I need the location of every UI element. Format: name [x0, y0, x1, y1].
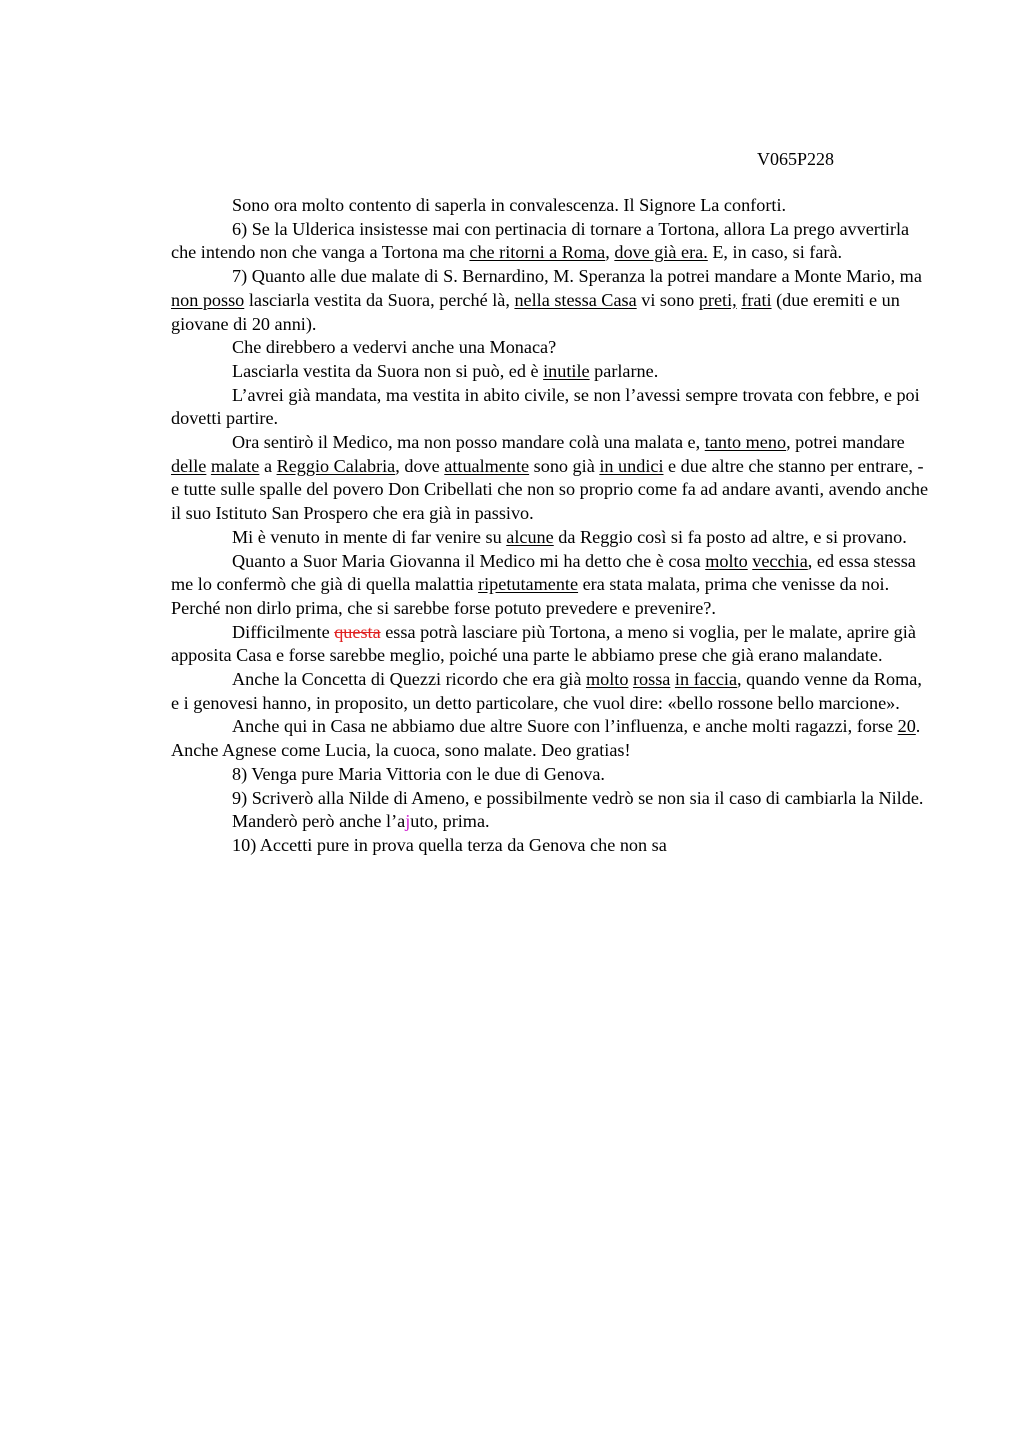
underlined-text: dove già era.: [614, 242, 708, 263]
text-run: , ed essa stessa me lo confermò che già di quella malattia: [171, 550, 916, 595]
text-run: , potrei mandare: [786, 432, 905, 453]
underlined-text: rossa: [632, 669, 671, 690]
underlined-text: in faccia: [674, 669, 738, 690]
text-run: Manderò però anche l’a: [232, 811, 406, 832]
underlined-text: che ritorni a Roma: [469, 242, 606, 263]
text-run: Lasciarla vestita da Suora non si può, ed è: [232, 360, 544, 381]
text-run: da Reggio così si fa posto ad altre, e si provano.: [553, 526, 907, 547]
text-run: , quando venne da Roma, e i genovesi hanno, in proposito, un detto particolare, che vuol dire: «bello rossone bello marcione».: [171, 669, 922, 713]
underlined-text: 20: [897, 716, 916, 737]
inserted-text: j: [405, 811, 411, 832]
underlined-text: alcune: [506, 526, 554, 547]
paragraph: [171, 787, 931, 811]
underlined-text: attualmente: [444, 455, 530, 476]
underlined-text: inutile: [543, 360, 590, 381]
text-run: L’avrei già mandata, ma vestita in abito civile, se non l’avessi sempre trovata con febbre, e poi dovetti partire.: [171, 384, 920, 429]
text-run: Anche la Concetta di Quezzi ricordo che era già: [232, 669, 586, 690]
text-run: 6) Se la Ulderica insistesse mai con pertinacia di tornare a Tortona, allora La prego avvertirla che intendo non che vanga a Tortona ma: [171, 218, 910, 263]
text-run: vi sono: [636, 289, 699, 310]
text-run: 9) Scriverò alla Nilde di Ameno, e possibilmente vedrò se non sia il caso di cambiarla la Nilde.: [232, 787, 924, 808]
underlined-text: malate: [210, 455, 260, 476]
text-run: 8) Venga pure Maria Vittoria con le due di Genova.: [232, 763, 605, 784]
underlined-text: preti,: [698, 289, 737, 310]
underlined-text: vecchia: [752, 550, 808, 571]
underlined-text: non posso: [171, 289, 245, 310]
paragraph: [171, 810, 931, 834]
underlined-text: nella stessa Casa: [514, 289, 637, 310]
paragraph: [171, 218, 931, 265]
text-run: Sono ora molto contento di saperla in convalescenza. Il Signore La conforti.: [232, 195, 787, 215]
text-run: essa potrà lasciare più Tortona, a meno si voglia, per le malate, aprire già apposita Casa e forse sarebbe meglio, poiché una parte le abbiamo prese che già erano malandate.: [171, 621, 916, 666]
text-run: a: [259, 455, 277, 476]
text-run: Quanto a Suor Maria Giovanna il Medico mi ha detto che è cosa: [232, 550, 706, 571]
paragraph: [171, 265, 931, 336]
text-run: E, in caso, si farà.: [707, 242, 843, 263]
paragraph: [171, 384, 931, 431]
underlined-text: ripetutamente: [478, 574, 579, 595]
text-run: era stata malata, prima che venisse da noi. Perché non dirlo prima, che si sarebbe forse potuto prevedere e prevenire?.: [171, 574, 890, 618]
text-run: Mi è venuto in mente di far venire su: [232, 526, 507, 547]
text-run: Ora sentirò il Medico, ma non posso mandare colà una malata e,: [232, 432, 705, 453]
text-run: e due altre che stanno per entrare, - e tutte sulle spalle del povero Don Cribellati che non so proprio come fa ad andare avanti, avendo anche il suo Istituto San Prospero che era già in passivo.: [171, 455, 929, 524]
page-reference: V065P228: [757, 149, 835, 169]
paragraph: [171, 763, 931, 787]
text-run: Anche qui in Casa ne abbiamo due altre Suore con l’influenza, e anche molti ragazzi, forse: [232, 716, 898, 737]
paragraph: [171, 668, 931, 715]
underlined-text: molto: [705, 550, 748, 571]
underlined-text: molto: [585, 669, 629, 690]
paragraph: [171, 360, 931, 384]
underlined-text: tanto meno: [704, 432, 787, 453]
underlined-text: delle: [171, 455, 207, 476]
text-run: . Anche Agnese come Lucia, la cuoca, sono malate. Deo gratias!: [171, 716, 921, 761]
underlined-text: in undici: [599, 455, 664, 476]
paragraph: [171, 194, 931, 218]
deleted-text: questa: [334, 621, 381, 642]
underlined-text: frati: [741, 289, 772, 310]
paragraph: [171, 715, 931, 762]
underlined-text: Reggio Calabria: [276, 455, 396, 476]
text-run: uto, prima.: [410, 811, 490, 832]
paragraph: [171, 834, 931, 858]
paragraph: [171, 550, 931, 621]
text-run: lasciarla vestita da Suora, perché là,: [244, 289, 515, 310]
paragraph: [171, 431, 931, 526]
text-run: Difficilmente: [232, 621, 335, 642]
text-run: parlarne.: [589, 360, 659, 381]
text-run: 7) Quanto alle due malate di S. Bernardino, M. Speranza la potrei mandare a Monte Mario, ma: [232, 266, 922, 287]
document-body: [171, 194, 931, 858]
paragraph: [171, 526, 931, 550]
paragraph: [171, 621, 931, 668]
text-run: ,: [605, 242, 615, 263]
text-run: (due eremiti e un giovane di 20 anni).: [171, 289, 900, 334]
text-run: 10) Accetti pure in prova quella terza da Genova che non sa: [232, 834, 667, 855]
paragraph: [171, 336, 931, 360]
text-run: sono già: [529, 455, 600, 476]
text-run: Che direbbero a vedervi anche una Monaca?: [232, 337, 557, 358]
text-run: , dove: [395, 455, 445, 476]
